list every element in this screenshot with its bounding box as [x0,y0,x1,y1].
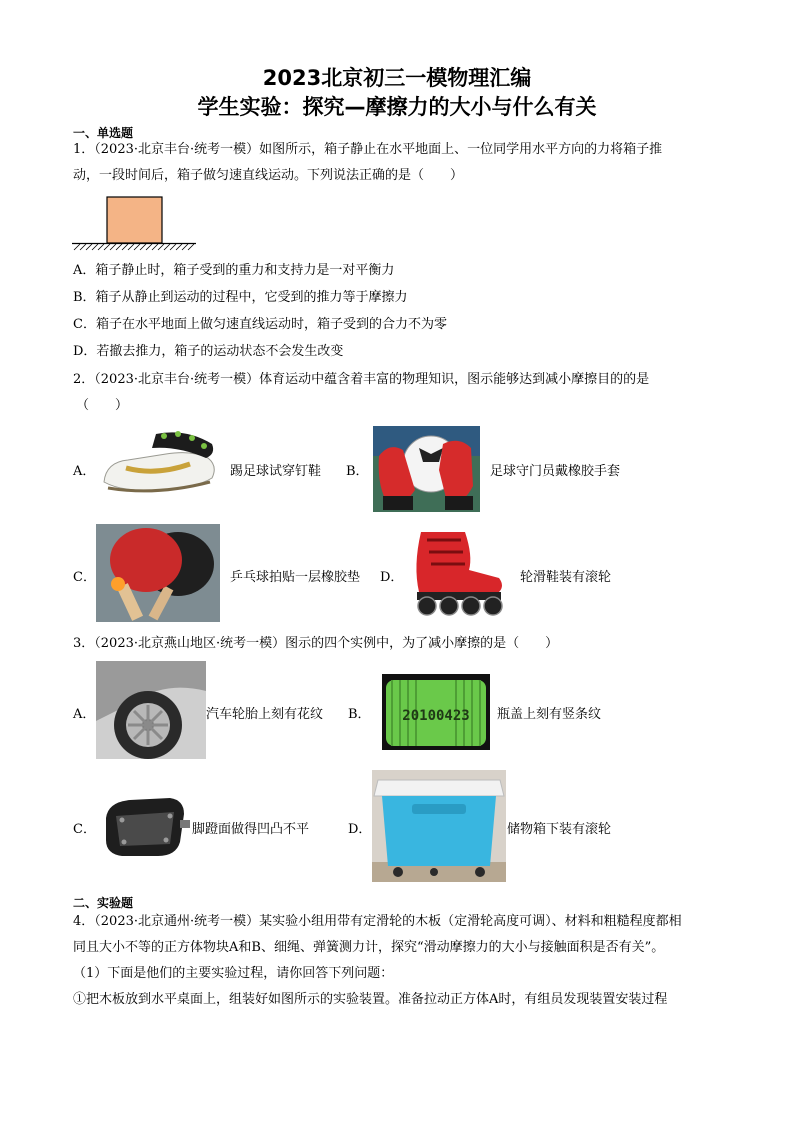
q3-image-bike-pedal [100,790,190,862]
q3-image-storage-box [372,770,506,882]
q3-option-d-letter: D． [348,822,372,837]
q1-figure-box-on-ground [72,196,196,252]
q4-line2: 同且大小不等的正方体物块A和B、细绳、弹簧测力计，探究“滑动摩擦力的大小与接触面积是否有关”。 [73,940,665,955]
section-heading-single-choice: 一、单选题 [73,126,134,140]
q4-line3: （1）下面是他们的主要实验过程，请你回答下列问题： [73,966,394,981]
q3-image-car-tire [96,661,206,759]
document-title: 2023北京初三一模物理汇编 [262,66,532,90]
q2-stem-line1: 2．（2023·北京丰台·统考一模）体育运动中蕴含着丰富的物理知识，图示能够达到减小摩擦目的的是 [73,372,650,387]
q4-line4: ①把木板放到水平桌面上，组装好如图所示的实验装置。准备拉动正方体A时，有组员发现装置安装过程 [73,992,668,1007]
q3-stem: 3．（2023·北京燕山地区·统考一模）图示的四个实例中，为了减小摩擦的是（ ） [73,636,559,651]
q3-option-b-text: 瓶盖上刻有竖条纹 [497,707,602,722]
bottle-cap-code: 20100423 [402,708,470,724]
q3-option-c-letter: C． [73,822,96,837]
q2-image-soccer-cleats [96,424,220,508]
q3-image-bottle-cap [382,674,490,750]
q1-stem-line1: 1．（2023·北京丰台·统考一模）如图所示，箱子静止在水平地面上、一位同学用水平方向的力将箱子推 [73,142,663,157]
q4-line1: 4．（2023·北京通州·统考一模）某实验小组用带有定滑轮的木板（定滑轮高度可调）、材料和粗糙程度都相 [73,914,682,929]
q3-option-b-letter: B． [348,707,371,722]
q2-option-c-letter: C． [73,570,96,585]
q2-stem-line2: （ ） [76,398,129,413]
q1-stem-line2: 动，一段时间后，箱子做匀速直线运动。下列说法正确的是（ ） [73,168,464,183]
q2-image-table-tennis-paddles [96,524,220,622]
q2-option-b-letter: B． [346,464,369,479]
q1-option-d: D．若撤去推力，箱子的运动状态不会发生改变 [73,344,344,359]
q2-option-d-letter: D． [380,570,404,585]
q3-option-a-letter: A． [73,707,96,722]
document-subtitle: 学生实验：探究—摩擦力的大小与什么有关 [197,95,597,119]
q2-option-a-text: 踢足球试穿钉鞋 [230,464,322,479]
q1-option-c: C．箱子在水平地面上做匀速直线运动时，箱子受到的合力不为零 [73,317,447,332]
ground-hatching [74,244,194,250]
q2-option-b-text: 足球守门员戴橡胶手套 [490,464,621,479]
q2-option-c-text: 乒乓球拍贴一层橡胶垫 [230,570,361,585]
box-shape [107,197,162,243]
q2-image-goalkeeper-gloves [373,426,480,512]
q2-image-inline-skate [407,526,509,618]
q2-option-a-letter: A． [73,464,96,479]
q2-option-d-text: 轮滑鞋装有滚轮 [520,570,612,585]
q1-option-a: A．箱子静止时，箱子受到的重力和支持力是一对平衡力 [73,263,395,278]
q3-option-a-text: 汽车轮胎上刻有花纹 [206,707,324,722]
section-heading-experiment: 二、实验题 [73,896,134,910]
q3-option-d-text: 储物箱下装有滚轮 [507,822,612,837]
q1-option-b: B．箱子从静止到运动的过程中，它受到的推力等于摩擦力 [73,290,408,305]
q3-option-c-text: 脚蹬面做得凹凸不平 [192,822,310,837]
